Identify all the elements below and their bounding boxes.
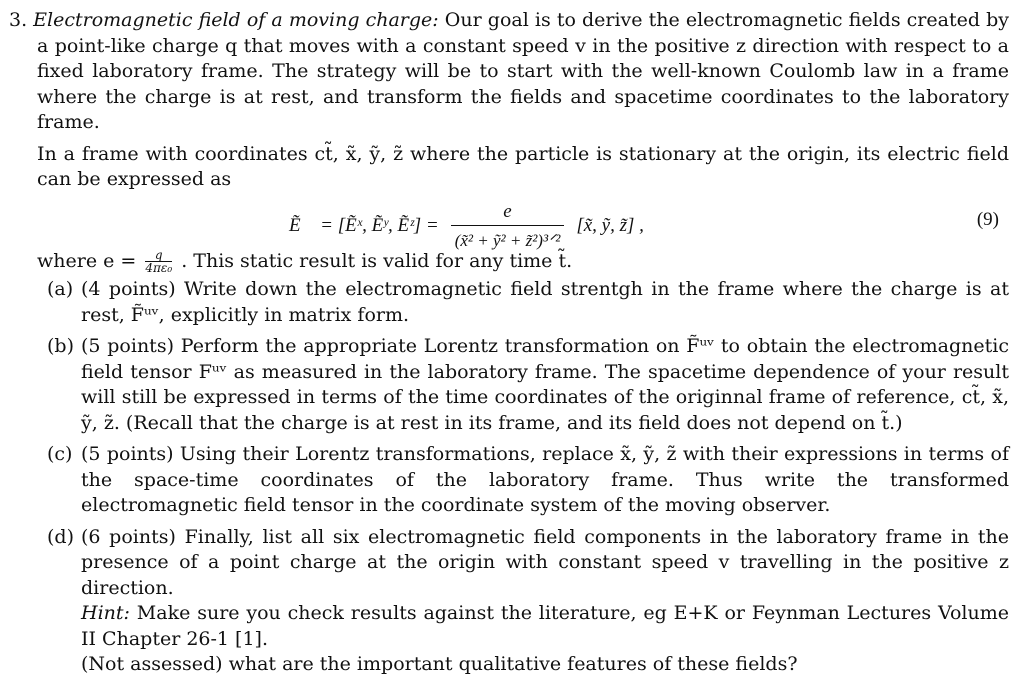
part-c [9,442,1009,519]
equation-lhs: Ẽ⃗ = [Ẽˣ, Ẽʸ, Ẽᶻ] = [289,215,439,237]
part-b-label: (b) [47,335,74,357]
equation-9 [9,193,1009,253]
problem-intro [9,8,1009,136]
part-c-label: (c) [47,443,73,465]
part-d-label: (d) [47,525,74,548]
part-b [9,334,1009,436]
not-assessed-question: (Not assessed) what are the important qualitative features of these fields? [81,653,798,675]
part-a [9,277,1009,328]
equation-numerator: e [503,200,512,222]
where-suffix: . This static result is valid for any time t̃. [181,249,573,272]
equation-fraction [451,199,565,254]
where-frac-num: q [154,248,163,262]
part-a-text: (4 points) Write down the electromagnetic field strentgh in the frame where the charge is at rest, F̃ᵘᵛ, explicitly in matrix form. [81,278,1009,326]
equation-body [289,199,644,254]
where-frac-den: 4πε₀ [145,261,173,275]
hint-label: Hint: [81,602,130,624]
equation-rhs: [x̃, ỹ, z̃] , [576,215,644,237]
hint-text: Make sure you check results against the literature, eg E+K or Feynman Lectures Volume II Chapter 26-1 [1]. [81,602,1009,650]
part-d-hint [81,601,1009,652]
frame-text: In a frame with coordinates ct̃, x̃, ỹ, z̃ where the particle is stationary at the origin, its electric field can be expressed as [37,142,1009,190]
part-d-text: (6 points) Finally, list all six electromagnetic field components in the laboratory frame in the presence of a point charge at the origin with constant speed v travelling in the positive z direction. [81,525,1009,599]
equation-label: (9) [976,208,999,230]
where-fraction [145,249,172,274]
part-b-text: (5 points) Perform the appropriate Lorentz transformation on F̃ᵘᵛ to obtain the electromagnetic field tensor Fᵘᵛ as measured in the laboratory frame. The spacetime dependence of your result will still be expressed in terms of the time coordinates of the originnal frame of reference, ct̃, x̃, ỹ, z̃. (Recall that the charge is at rest in its frame, and its field does not depend on t̃.) [81,335,1009,434]
equation-denominator: (x̃² + ỹ² + z̃²)³ᐟ² [451,225,565,254]
problem-intro-text: Our goal is to derive the electromagnetic fields created by a point-like charge q that moves with a constant speed v in the positive z direction with respect to a fixed laboratory frame. The strategy will be to start with the well-known Coulomb law in a frame where the charge is at rest, and transform the fields and spacetime coordinates to the laboratory frame. [37,9,1009,133]
part-d [9,525,1009,678]
problem-title: Electromagnetic field of a moving charge: [33,9,439,31]
problem-number: 3. [9,9,28,31]
part-c-text: (5 points) Using their Lorentz transformations, replace x̃, ỹ, z̃ with their expressions in terms of the space-time coordinates of the laboratory frame. Thus write the transformed electromagnetic field tensor in the coordinate system of the moving observer. [81,443,1009,516]
where-prefix: where e = [37,249,137,272]
part-a-label: (a) [47,278,74,300]
problem-page [9,8,1009,678]
